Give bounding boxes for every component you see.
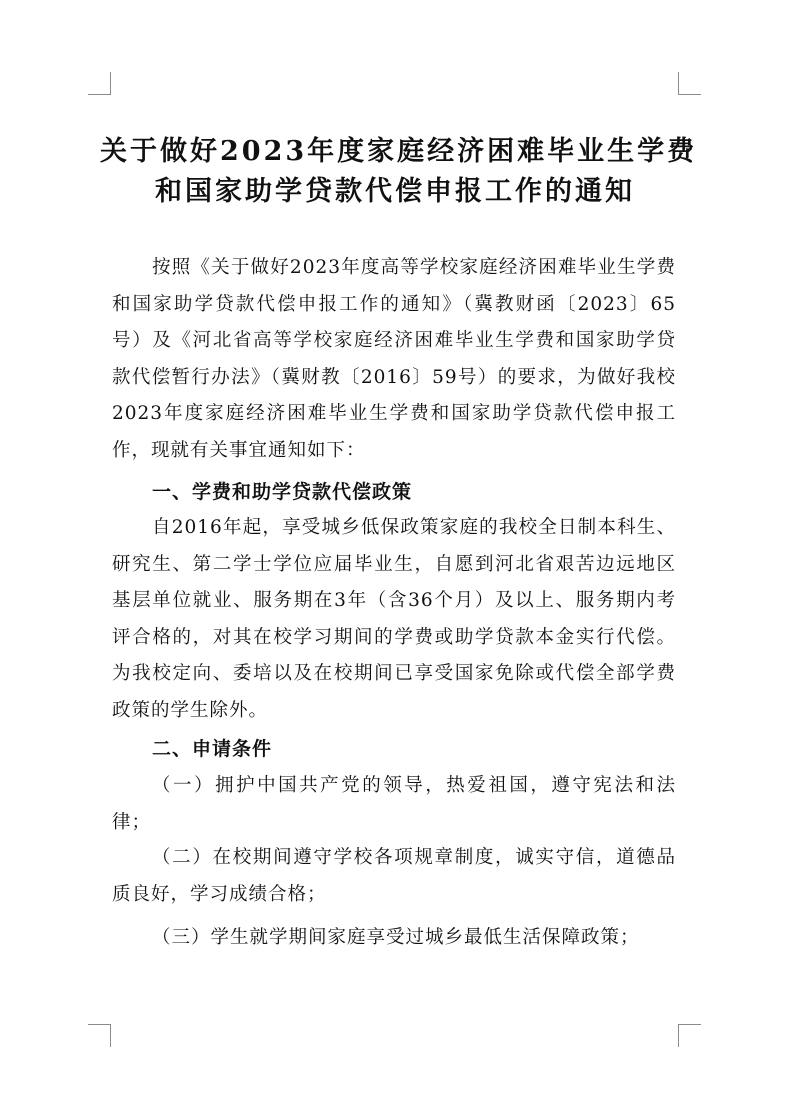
crop-mark-bottom-right <box>678 1024 701 1047</box>
crop-mark-top-right <box>678 72 701 95</box>
section1-heading: 一、学费和助学贷款代偿政策 <box>152 481 413 503</box>
section1-body: 自2016年起，享受城乡低保政策家庭的我校全日制本科生、研究生、第二学士学位应届毕业生，自愿到河北省艰苦边远地区基层单位就业、服务期在3年（含36个月）及以上、服务期内考评合格的，对其在校学习期间的学费或助学贷款本金实行代偿。为我校定向、委培以及在校期间已享受国家免除或代偿全部学费政策的学生除外。 <box>112 517 676 721</box>
crop-mark-bottom-left <box>88 1024 111 1047</box>
document-title-line1: 关于做好2023年度家庭经济困难毕业生学费 <box>100 136 698 167</box>
section2-heading: 二、申请条件 <box>152 738 273 760</box>
document-title-line2: 和国家助学贷款代偿申报工作的通知 <box>155 176 635 207</box>
intro-paragraph: 按照《关于做好2023年度高等学校家庭经济困难毕业生学费和国家助学贷款代偿申报工作的通知》（冀教财函〔2023〕65号）及《河北省高等学校家庭经济困难毕业生学费和国家助学贷款代偿暂行办法》（冀财教〔2016〕59号）的要求，为做好我校2023年度家庭经济困难毕业生学费和国家助学贷款代偿申报工作，现就有关事宜通知如下： <box>112 257 676 461</box>
section2-item2: （二）在校期间遵守学校各项规章制度，诚实守信，道德品质良好，学习成绩合格； <box>112 847 676 905</box>
crop-mark-top-left <box>88 72 111 95</box>
section2-item1: （一）拥护中国共产党的领导，热爱祖国，遵守宪法和法律； <box>112 775 676 833</box>
section2-item3: （三）学生就学期间家庭享受过城乡最低生活保障政策； <box>152 927 640 948</box>
